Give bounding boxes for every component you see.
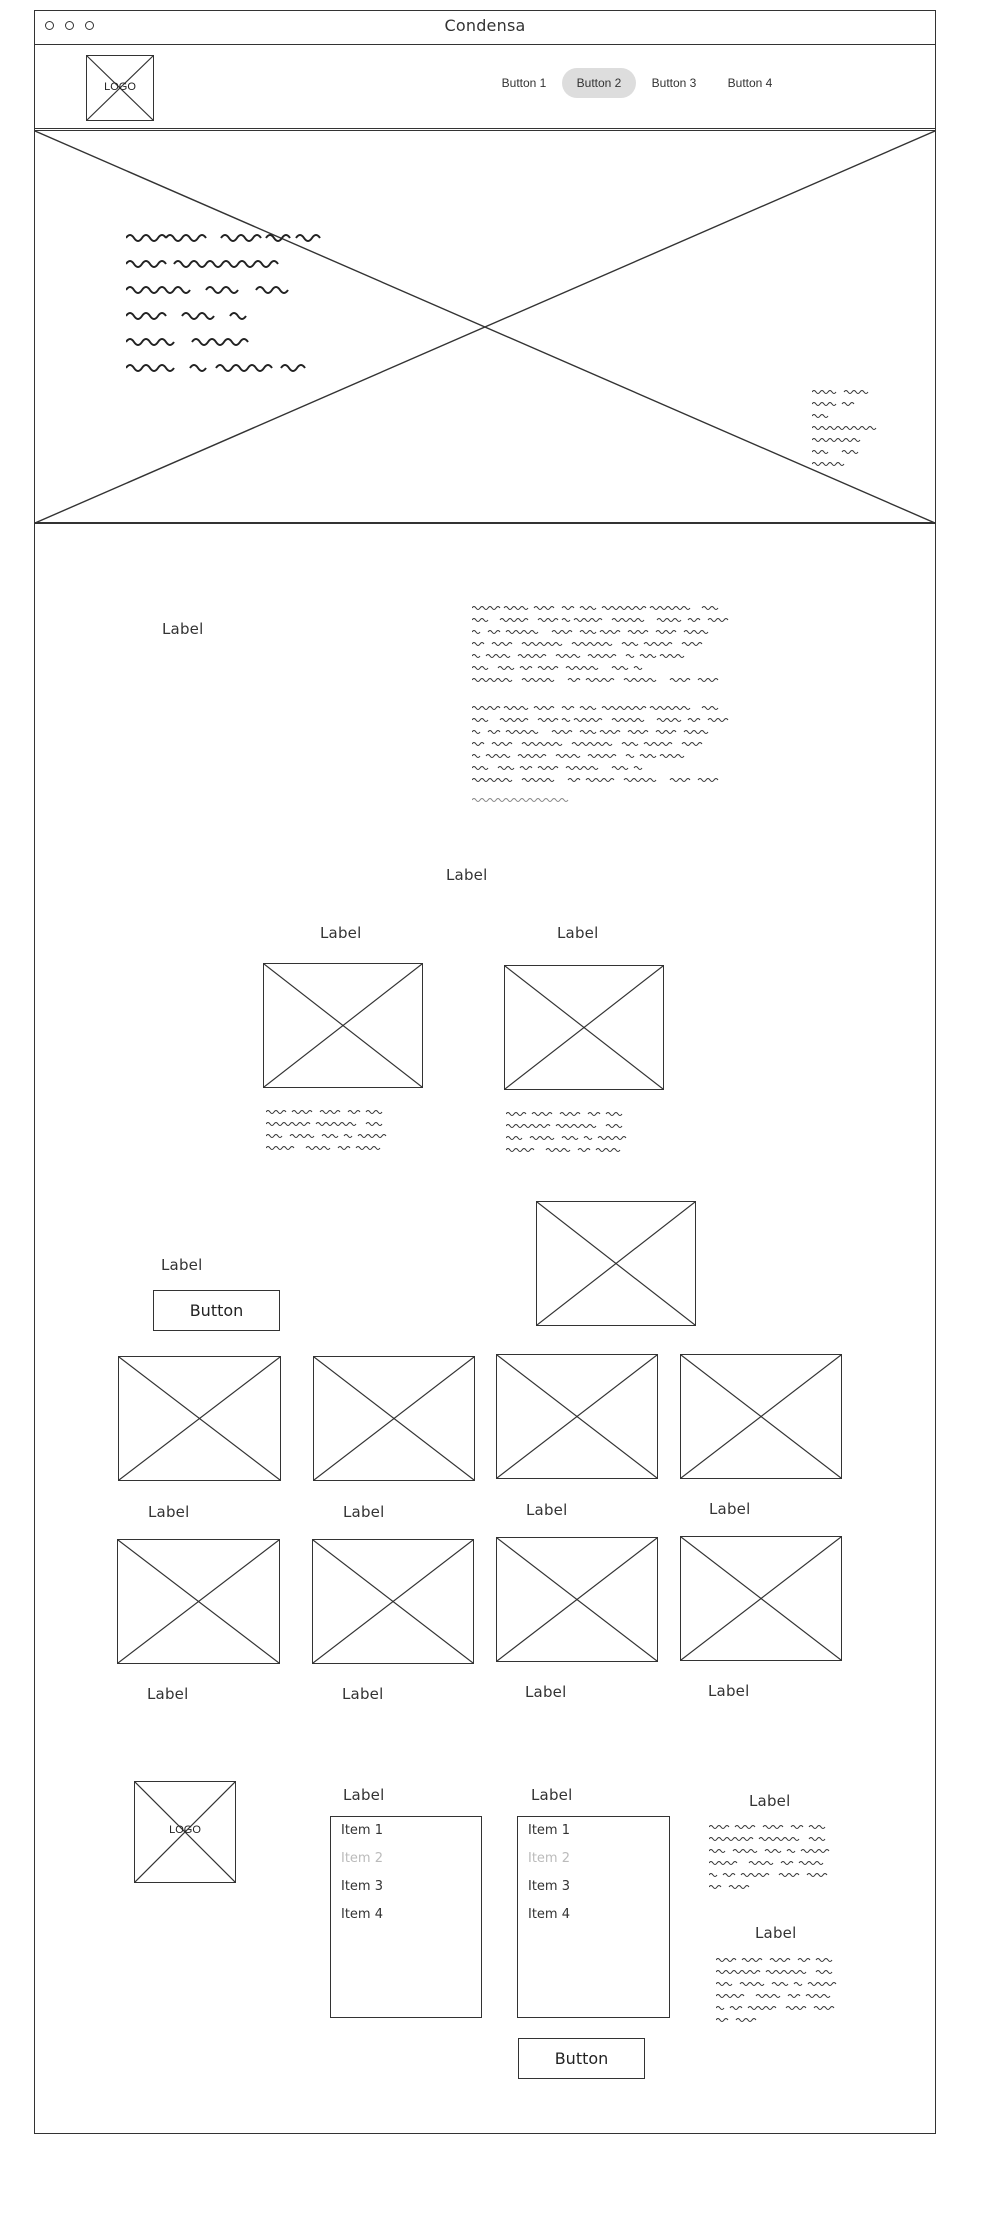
feature-card-1-label: Label: [320, 924, 362, 942]
about-label: Label: [162, 620, 204, 638]
logo-text: LOGO: [104, 81, 136, 93]
gallery-label: Label: [526, 1501, 568, 1519]
footer-text-1-label: Label: [749, 1792, 791, 1810]
footer-list-2-label: Label: [531, 1786, 573, 1804]
header-divider: [35, 128, 935, 129]
footer-text-2-scribble: [716, 1956, 876, 2024]
footer-list-2[interactable]: [517, 1816, 670, 2018]
gallery-image[interactable]: [118, 1356, 281, 1481]
feature-card-2-image: [504, 965, 664, 1090]
gallery-image[interactable]: [496, 1537, 658, 1662]
gallery-label: Label: [708, 1682, 750, 1700]
gallery-image[interactable]: [117, 1539, 280, 1664]
gallery-image[interactable]: [496, 1354, 658, 1479]
header-logo[interactable]: [86, 55, 154, 121]
window-control-icon[interactable]: [65, 21, 74, 30]
footer-text-1-scribble: [709, 1823, 869, 1889]
gallery-image[interactable]: [312, 1539, 474, 1664]
cta-image: [536, 1201, 696, 1326]
footer-list-1-label: Label: [343, 1786, 385, 1804]
footer-logo[interactable]: [134, 1781, 236, 1883]
about-paragraph-scribble: [472, 604, 792, 804]
footer-list-1[interactable]: [330, 1816, 482, 2018]
nav-button-4[interactable]: Button 4: [727, 76, 773, 90]
gallery-image[interactable]: [313, 1356, 475, 1481]
gallery-label: Label: [709, 1500, 751, 1518]
list-item[interactable]: Item 3: [341, 1879, 383, 1894]
window-control-icon[interactable]: [45, 21, 54, 30]
cta-button[interactable]: Button: [153, 1290, 280, 1331]
list-item[interactable]: Item 1: [341, 1823, 383, 1838]
cta-label: Label: [161, 1256, 203, 1274]
gallery-label: Label: [525, 1683, 567, 1701]
footer-text-2-label: Label: [755, 1924, 797, 1942]
gallery-label: Label: [343, 1503, 385, 1521]
hero-divider: [35, 522, 935, 523]
feature-card-2-label: Label: [557, 924, 599, 942]
logo-text: LOGO: [169, 1824, 201, 1836]
list-item[interactable]: Item 1: [528, 1823, 570, 1838]
window-title: Condensa: [444, 16, 526, 35]
feature-card-2-text-scribble: [506, 1110, 666, 1154]
gallery-image[interactable]: [680, 1354, 842, 1479]
gallery-label: Label: [148, 1503, 190, 1521]
feature-card-1-text-scribble: [266, 1108, 426, 1152]
gallery-image[interactable]: [680, 1536, 842, 1661]
feature-card-1-image: [263, 963, 423, 1088]
list-item[interactable]: Item 3: [528, 1879, 570, 1894]
list-item[interactable]: Item 4: [341, 1907, 383, 1922]
features-section-label: Label: [446, 866, 488, 884]
nav-button-1[interactable]: Button 1: [501, 76, 547, 90]
list-item[interactable]: Item 4: [528, 1907, 570, 1922]
hero-caption-scribble: [812, 388, 882, 472]
hero-text-scribble: [126, 230, 386, 380]
gallery-label: Label: [147, 1685, 189, 1703]
window-control-icon[interactable]: [85, 21, 94, 30]
list-item-disabled: Item 2: [341, 1851, 383, 1866]
gallery-label: Label: [342, 1685, 384, 1703]
nav-button-2[interactable]: Button 2: [562, 68, 636, 98]
nav-button-3[interactable]: Button 3: [651, 76, 697, 90]
footer-button[interactable]: Button: [518, 2038, 645, 2079]
list-item-disabled: Item 2: [528, 1851, 570, 1866]
titlebar-divider: [35, 44, 935, 45]
